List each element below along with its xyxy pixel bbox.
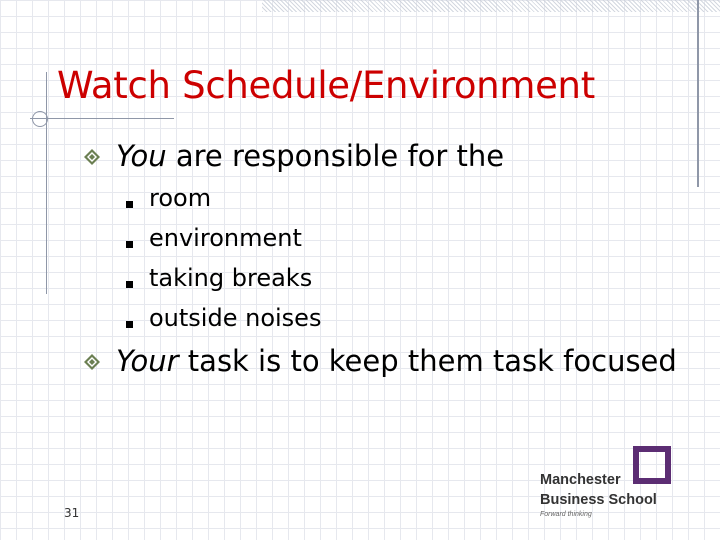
slide-number: 31 (64, 506, 80, 520)
logo-line2: Business School (540, 492, 657, 508)
square-bullet-icon (126, 321, 133, 328)
square-bullet-icon (126, 241, 133, 248)
sub-item-taking-breaks: taking breaks (149, 264, 313, 292)
crosshair-circle-icon (32, 111, 48, 127)
decorative-vertical-rule-left (46, 72, 47, 294)
sub-item-room: room (149, 184, 212, 212)
square-bullet-icon (126, 201, 133, 208)
logo-line1: Manchester (540, 472, 621, 488)
sub-item-outside-noises: outside noises (149, 304, 322, 332)
bullet-text: are responsible for the (166, 139, 505, 173)
decorative-hatch-band (262, 0, 720, 12)
slide-title: Watch Schedule/Environment (57, 64, 595, 107)
title-underline-rule (30, 118, 174, 119)
decorative-vertical-rule-right (697, 0, 699, 187)
bullet-emphasis: Your (116, 344, 179, 378)
logo-tagline: Forward thinking (540, 511, 592, 518)
bullet-responsible (116, 139, 504, 173)
manchester-business-school-logo (536, 446, 686, 522)
bullet-task-focused (116, 344, 677, 378)
sub-item-environment: environment (149, 224, 302, 252)
bullet-text: task is to keep them task focused (178, 344, 677, 378)
diamond-bullet-icon (83, 148, 101, 166)
diamond-bullet-icon (83, 353, 101, 371)
bullet-emphasis: You (116, 139, 167, 173)
square-bullet-icon (126, 281, 133, 288)
